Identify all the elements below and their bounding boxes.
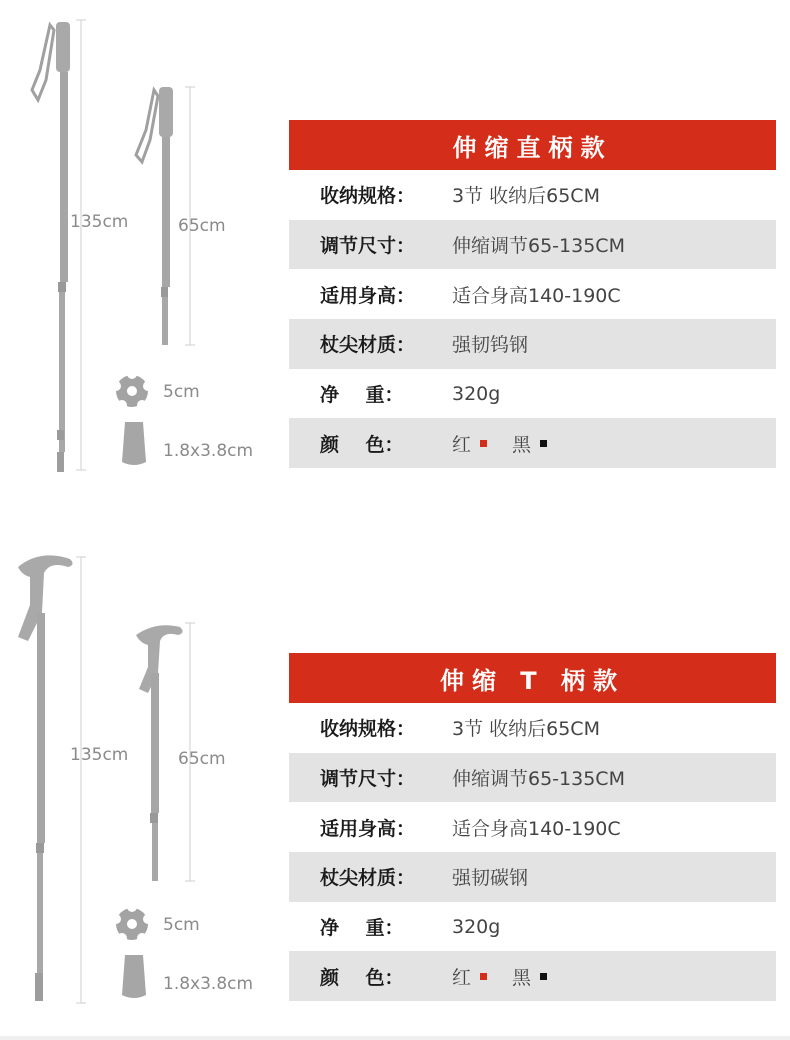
short-pole-length: 65cm xyxy=(178,216,226,236)
spec-value: 320g xyxy=(452,915,501,938)
spec-table xyxy=(289,120,776,468)
color-options xyxy=(452,963,572,990)
red-swatch-icon xyxy=(480,973,487,980)
basket-icon xyxy=(111,902,153,943)
t-handle-section xyxy=(0,533,790,1033)
short-pole-length: 65cm xyxy=(178,749,226,769)
color-red-label: 红 xyxy=(452,433,472,456)
straight-pole-drawing xyxy=(0,0,280,500)
spec-row-tip-material xyxy=(289,852,776,902)
tip-icon xyxy=(122,422,146,465)
spec-label: 适用身高： xyxy=(320,284,416,307)
pole-illustration xyxy=(0,0,280,500)
spec-value: 伸缩调节65-135CM xyxy=(452,768,625,791)
spec-label: 颜 色： xyxy=(320,966,404,989)
spec-row-adjust xyxy=(289,220,776,270)
spec-label: 调节尺寸： xyxy=(320,768,416,791)
spec-row-storage xyxy=(289,703,776,753)
bottom-divider xyxy=(0,1036,790,1040)
spec-value: 3节 收纳后65CM xyxy=(452,718,600,741)
spec-label: 收纳规格： xyxy=(320,718,416,741)
spec-label: 净 重： xyxy=(320,917,404,940)
spec-label: 净 重： xyxy=(320,384,404,407)
black-swatch-icon xyxy=(540,440,547,447)
color-red-label: 红 xyxy=(452,966,472,989)
spec-row-color xyxy=(289,951,776,1001)
spec-value: 强韧碳钢 xyxy=(452,867,529,890)
tip-size: 1.8x3.8cm xyxy=(163,974,254,994)
basket-icon xyxy=(111,369,153,410)
black-swatch-icon xyxy=(540,973,547,980)
spec-label: 适用身高： xyxy=(320,817,416,840)
spec-row-height xyxy=(289,802,776,852)
basket-size: 5cm xyxy=(163,915,200,935)
spec-row-weight xyxy=(289,902,776,952)
spec-row-weight xyxy=(289,369,776,419)
spec-row-storage xyxy=(289,170,776,220)
color-options xyxy=(452,430,572,457)
spec-value: 伸缩调节65-135CM xyxy=(452,235,625,258)
spec-row-adjust xyxy=(289,753,776,803)
color-black-label: 黑 xyxy=(512,433,532,456)
spec-value: 强韧钨钢 xyxy=(452,334,529,357)
long-pole-length: 135cm xyxy=(70,745,129,765)
spec-value: 320g xyxy=(452,382,501,405)
spec-row-color xyxy=(289,418,776,468)
spec-title: 伸缩直柄款 xyxy=(289,120,776,170)
spec-label: 颜 色： xyxy=(320,433,404,456)
spec-label: 杖尖材质： xyxy=(320,334,416,357)
spec-row-tip-material xyxy=(289,319,776,369)
spec-label: 收纳规格： xyxy=(320,185,416,208)
pole-illustration xyxy=(0,533,280,1033)
spec-value: 3节 收纳后65CM xyxy=(452,185,600,208)
basket-size: 5cm xyxy=(163,382,200,402)
spec-row-height xyxy=(289,269,776,319)
long-pole-length: 135cm xyxy=(70,212,129,232)
spec-value: 适合身高140-190C xyxy=(452,284,621,307)
tip-size: 1.8x3.8cm xyxy=(163,441,254,461)
spec-label: 杖尖材质： xyxy=(320,867,416,890)
spec-value: 适合身高140-190C xyxy=(452,817,621,840)
red-swatch-icon xyxy=(480,440,487,447)
straight-handle-section xyxy=(0,0,790,500)
spec-title: 伸缩 T 柄款 xyxy=(289,653,776,703)
spec-table xyxy=(289,653,776,1001)
t-pole-drawing xyxy=(0,533,280,1033)
color-black-label: 黑 xyxy=(512,966,532,989)
tip-icon xyxy=(122,955,146,998)
spec-label: 调节尺寸： xyxy=(320,235,416,258)
